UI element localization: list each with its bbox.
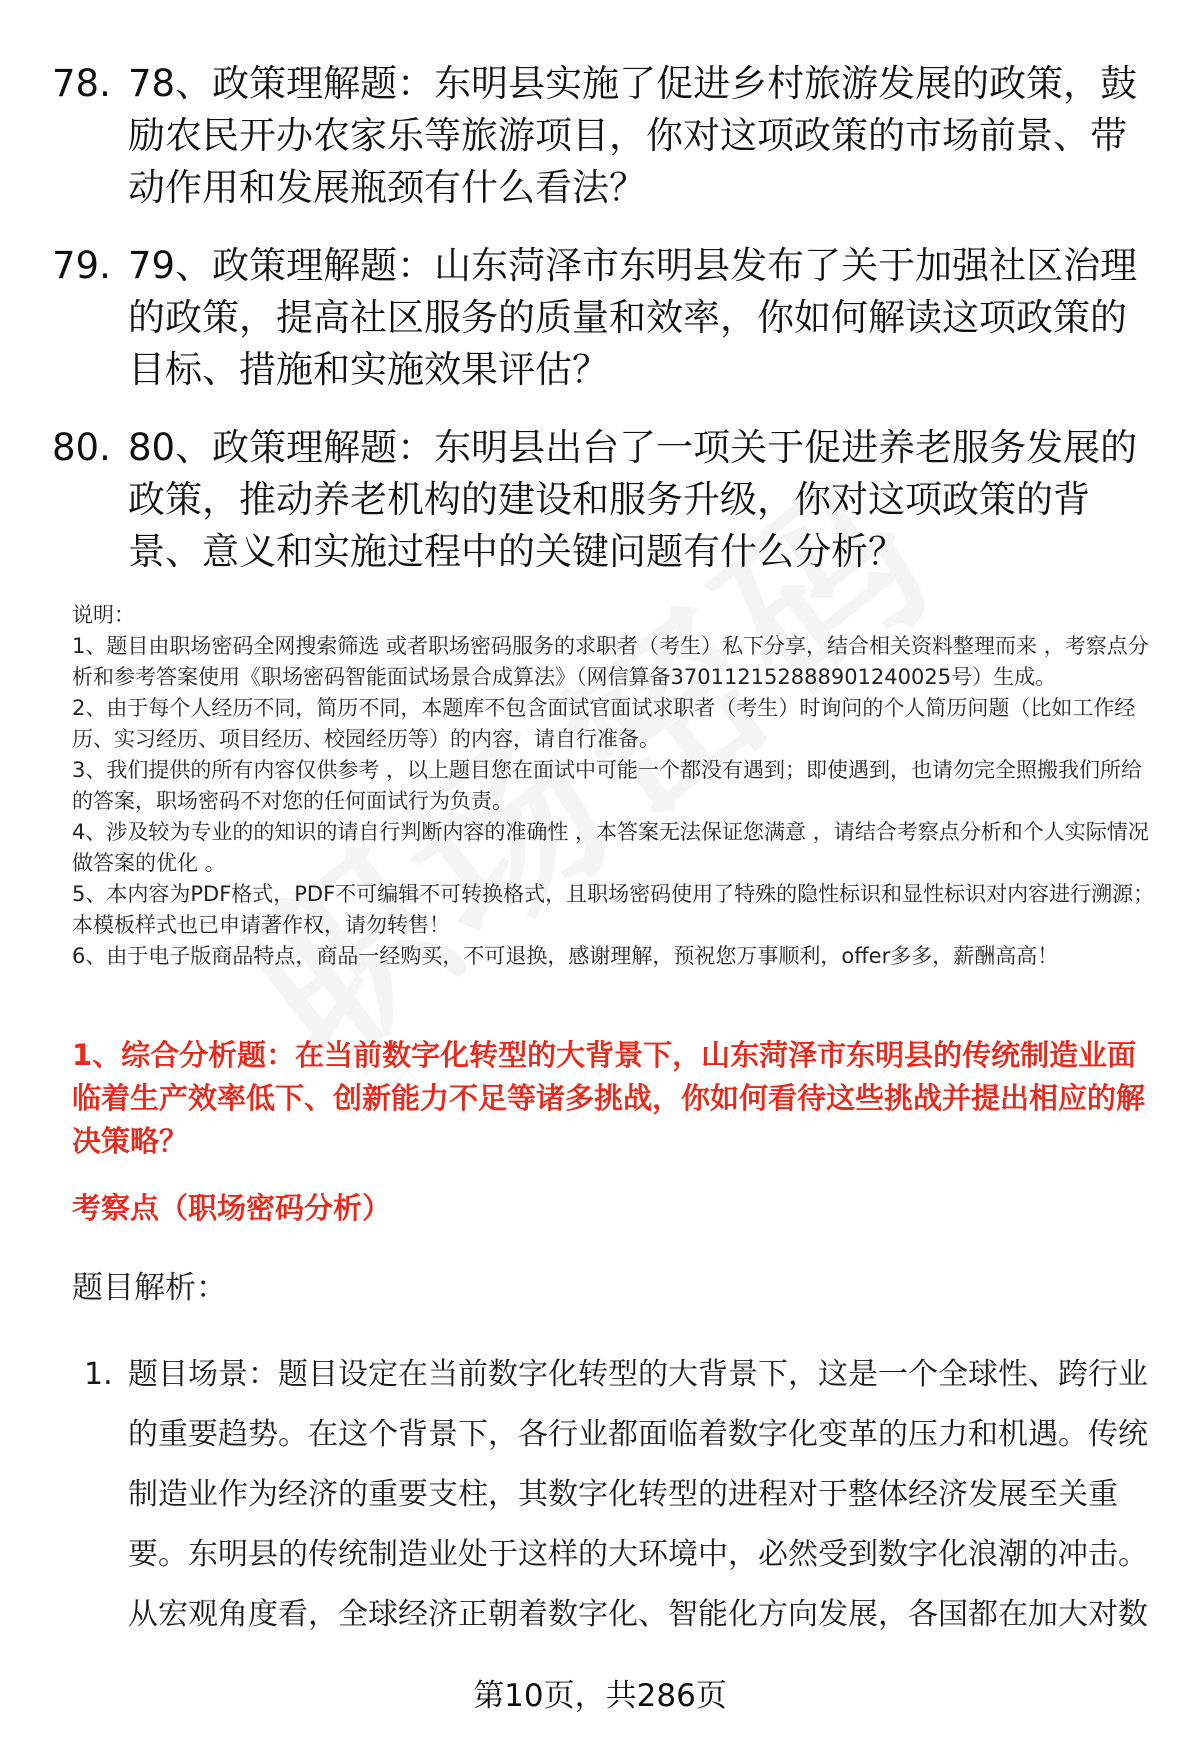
note-item: 2、由于每个人经历不同，简历不同，本题库不包含面试官面试求职者（考生）时询问的个人简历问题（比如工作经历、实习经历、项目经历、校园经历等）的内容，请自行准备。 bbox=[72, 696, 1136, 751]
analysis-text: 题目场景：题目设定在当前数字化转型的大背景下，这是一个全球性、跨行业的重要趋势。在这个背景下，各行业都面临着数字化变革的压力和机遇。传统制造业作为经济的重要支柱，其数字化转型的进程对于整体经济发展至关重要。东明县的传统制造业处于这样的大环境中，必然受到数字化浪潮的冲击。从宏观角度看，全球经济正朝着数字化、智能化方向发展，各国都在加大对数 bbox=[128, 1357, 1148, 1632]
question-item bbox=[52, 422, 1162, 578]
question-text: 79、政策理解题：山东菏泽市东明县发布了关于加强社区治理的政策，提高社区服务的质量和效率，你如何解读这项政策的目标、措施和实施效果评估？ bbox=[128, 244, 1138, 391]
analysis-number: 1. bbox=[84, 1357, 113, 1392]
note-item: 4、涉及较为专业的的知识的请自行判断内容的准确性 ，本答案无法保证您满意 ，请结合考察点分析和个人实际情况做答案的优化 。 bbox=[72, 820, 1149, 875]
question-list bbox=[52, 58, 1162, 604]
note-item: 3、我们提供的所有内容仅供参考 ，以上题目您在面试中可能一个都没有遇到；即使遇到，也请勿完全照搬我们所给的答案，职场密码不对您的任何面试行为负责。 bbox=[72, 758, 1143, 813]
question-item bbox=[52, 58, 1162, 214]
main-question: 1、综合分析题：在当前数字化转型的大背景下，山东菏泽市东明县的传统制造业面临着生产效率低下、创新能力不足等诸多挑战，你如何看待这些挑战并提出相应的解决策略？ bbox=[72, 1038, 1146, 1158]
page-footer: 第10页，共286页 bbox=[473, 1678, 727, 1714]
analysis-label: 题目解析： bbox=[72, 1270, 227, 1306]
question-number: 79. bbox=[52, 244, 111, 287]
question-item bbox=[52, 240, 1162, 396]
question-text: 78、政策理解题：东明县实施了促进乡村旅游发展的政策，鼓励农民开办农家乐等旅游项目，你对这项政策的市场前景、带动作用和发展瓶颈有什么看法？ bbox=[128, 62, 1138, 209]
notes-section bbox=[72, 600, 1162, 972]
question-text: 80、政策理解题：东明县出台了一项关于促进养老服务发展的政策，推动养老机构的建设和服务升级，你对这项政策的背景、意义和实施过程中的关键问题有什么分析？ bbox=[128, 426, 1138, 573]
note-item: 5、本内容为PDF格式，PDF不可编辑不可转换格式，且职场密码使用了特殊的隐性标识和显性标识对内容进行溯源；本模板样式也已申请著作权，请勿转售！ bbox=[72, 882, 1155, 937]
question-number: 78. bbox=[52, 62, 111, 105]
note-item: 6、由于电子版商品特点，商品一经购买，不可退换，感谢理解，预祝您万事顺利，offer多多，薪酬高高！ bbox=[72, 944, 1059, 968]
note-item: 1、题目由职场密码全网搜索筛选 或者职场密码服务的求职者（考生）私下分享，结合相关资料整理而来 ，考察点分析和参考答案使用《职场密码智能面试场景合成算法》（网信算备370112152888901240025号）生成。 bbox=[72, 634, 1149, 689]
notes-title: 说明： bbox=[72, 603, 135, 627]
analysis-item bbox=[84, 1345, 1154, 1645]
question-number: 80. bbox=[52, 426, 111, 469]
exam-point-heading: 考察点（职场密码分析） bbox=[72, 1191, 392, 1225]
